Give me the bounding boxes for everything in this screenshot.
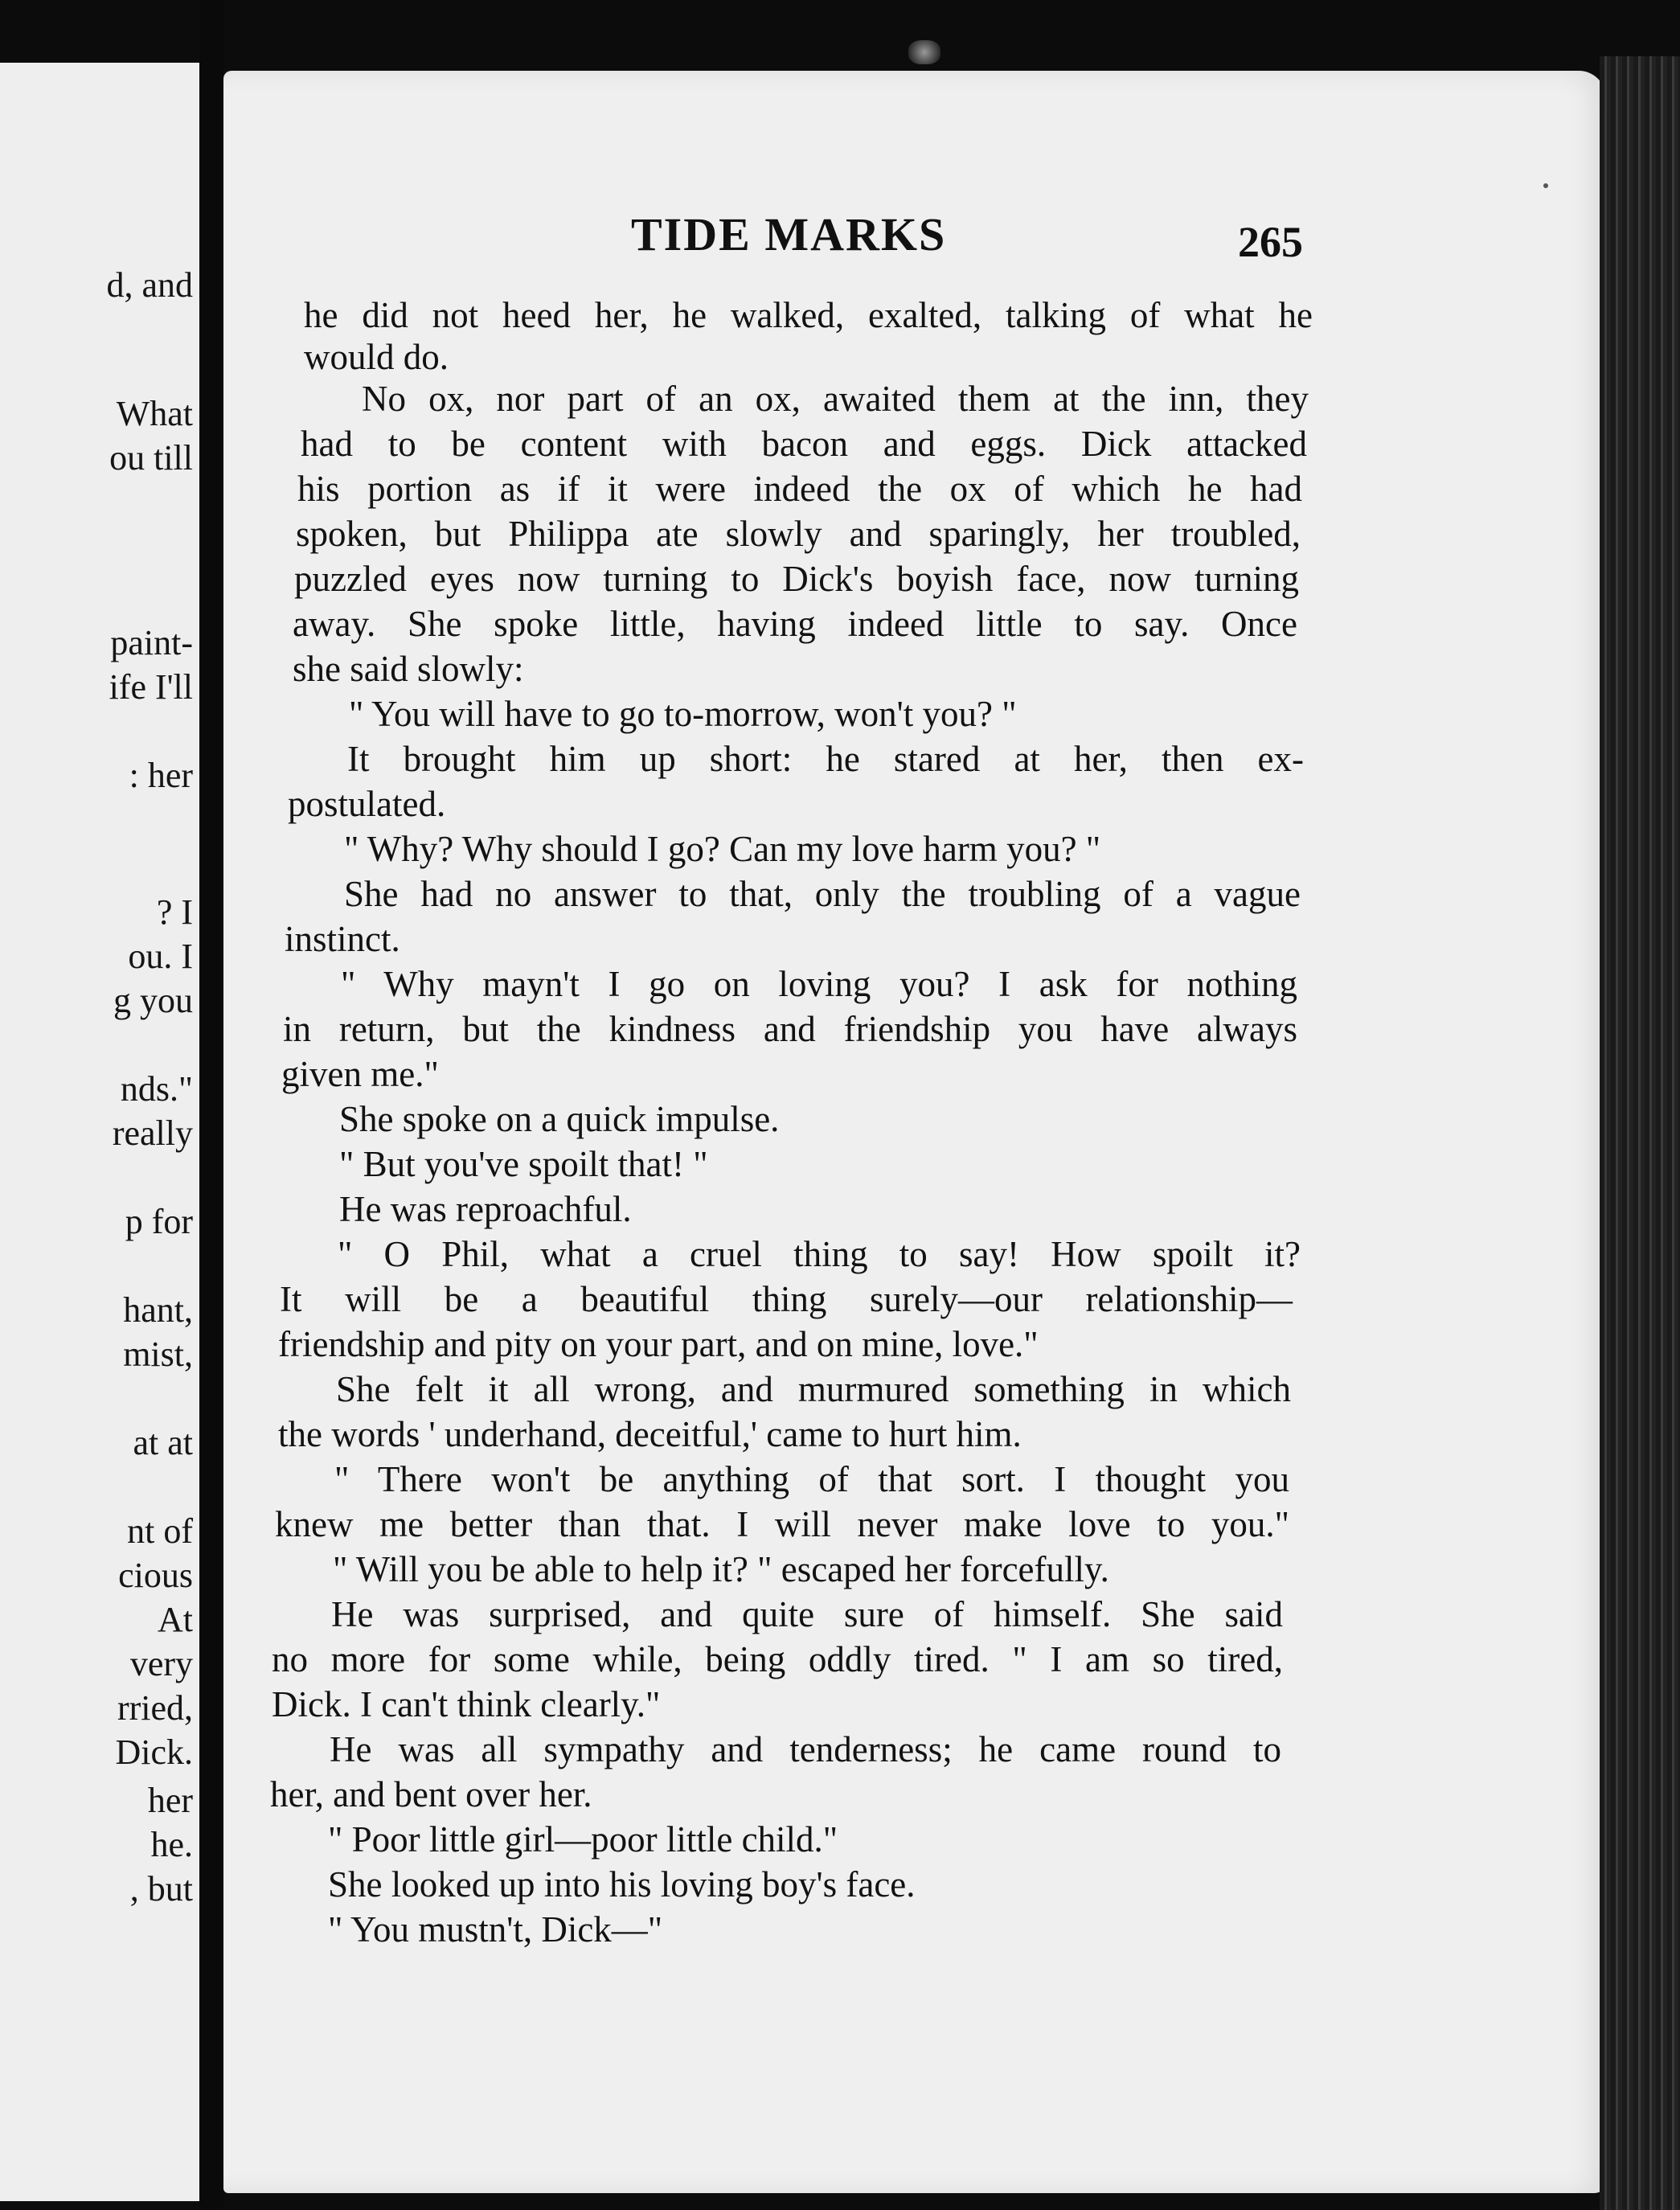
- left-page-line: g you: [113, 981, 193, 1020]
- page-edges: [1600, 56, 1680, 2210]
- left-page-line: : her: [129, 756, 193, 795]
- text-line: friendship and pity on your part, and on mine, love.": [278, 1324, 1039, 1364]
- left-page-fragment: [0, 63, 199, 2201]
- text-line: She looked up into his loving boy's face.: [328, 1864, 916, 1905]
- text-line: " Will you be able to help it? " escaped her forcefully.: [333, 1549, 1109, 1589]
- text-line: his portion as if it were indeed the ox of which he had: [297, 469, 1302, 509]
- book-gutter: [199, 0, 223, 2210]
- running-head: TIDE MARKS: [631, 208, 947, 260]
- text-line: knew me better than that. I will never make love to you.": [275, 1504, 1289, 1544]
- scan-smudge: [908, 40, 940, 64]
- text-line: " But you've spoilt that! ": [339, 1144, 708, 1184]
- text-line: postulated.: [288, 784, 446, 824]
- left-page-line: ? I: [156, 892, 193, 932]
- text-line: " Why? Why should I go? Can my love harm you? ": [344, 829, 1101, 869]
- text-line: instinct.: [285, 919, 400, 959]
- text-line: She had no answer to that, only the troubling of a vague: [344, 874, 1301, 914]
- text-line: away. She spoke little, having indeed little to say. Once: [293, 604, 1297, 644]
- text-line: given me.": [281, 1054, 439, 1094]
- text-line: would do.: [304, 337, 449, 377]
- left-page-line: ife I'll: [109, 667, 193, 707]
- left-page-line: d, and: [106, 265, 193, 305]
- text-line: the words ' underhand, deceitful,' came to hurt him.: [278, 1414, 1022, 1454]
- text-line: Dick. I can't think clearly.": [272, 1684, 661, 1724]
- text-line: she said slowly:: [293, 649, 524, 689]
- left-page-line: , but: [129, 1869, 193, 1909]
- left-page-line: at at: [133, 1423, 193, 1462]
- left-page-line: Dick.: [115, 1732, 193, 1772]
- left-page-line: rried,: [117, 1688, 193, 1728]
- left-page-line: nds.": [120, 1069, 193, 1109]
- left-page-line: he.: [150, 1825, 193, 1864]
- text-line: No ox, nor part of an ox, awaited them at the inn, they: [362, 379, 1309, 419]
- left-page-line: What: [116, 394, 193, 433]
- text-line: " Poor little girl—poor little child.": [328, 1819, 838, 1859]
- text-line: puzzled eyes now turning to Dick's boyish face, now turning: [294, 559, 1299, 599]
- left-page-line: very: [129, 1644, 193, 1683]
- text-line: " You mustn't, Dick—": [328, 1909, 663, 1950]
- left-page-line: her: [147, 1781, 193, 1820]
- left-page-line: nt of: [127, 1511, 193, 1551]
- left-page-line: p for: [125, 1202, 193, 1241]
- left-page-line: paint-: [110, 623, 193, 662]
- text-line: in return, but the kindness and friendship you have always: [283, 1009, 1297, 1049]
- text-line: " You will have to go to-morrow, won't you? ": [349, 694, 1017, 734]
- text-line: had to be content with bacon and eggs. Dick attacked: [301, 424, 1307, 464]
- text-line: her, and bent over her.: [270, 1774, 592, 1814]
- text-line: He was all sympathy and tenderness; he came round to: [330, 1729, 1281, 1769]
- left-page-line: cious: [118, 1556, 193, 1595]
- text-line: He was reproachful.: [339, 1189, 632, 1229]
- left-page-line: ou. I: [128, 937, 193, 976]
- text-line: She spoke on a quick impulse.: [339, 1099, 780, 1139]
- left-page-line: really: [112, 1113, 193, 1153]
- dust-speck: [1543, 183, 1548, 188]
- left-page-line: mist,: [123, 1335, 193, 1374]
- text-line: spoken, but Philippa ate slowly and sparingly, her troubled,: [296, 514, 1301, 554]
- text-line: It brought him up short: he stared at her, then ex-: [347, 739, 1304, 779]
- text-line: It will be a beautiful thing surely—our relationship—: [280, 1279, 1293, 1319]
- text-line: " O Phil, what a cruel thing to say! How spoilt it?: [338, 1234, 1301, 1274]
- text-line: " There won't be anything of that sort. I thought you: [334, 1459, 1289, 1499]
- left-page-line: ou till: [109, 438, 193, 478]
- text-line: he did not heed her, he walked, exalted, talking of what he: [304, 295, 1313, 335]
- text-line: He was surprised, and quite sure of himself. She said: [331, 1594, 1283, 1634]
- left-page-line: At: [158, 1600, 193, 1639]
- text-line: " Why mayn't I go on loving you? I ask for nothing: [341, 964, 1297, 1004]
- text-line: no more for some while, being oddly tired. " I am so tired,: [272, 1639, 1283, 1679]
- page-number: 265: [1238, 218, 1303, 266]
- left-page-line: hant,: [123, 1290, 193, 1330]
- text-line: She felt it all wrong, and murmured something in which: [336, 1369, 1291, 1409]
